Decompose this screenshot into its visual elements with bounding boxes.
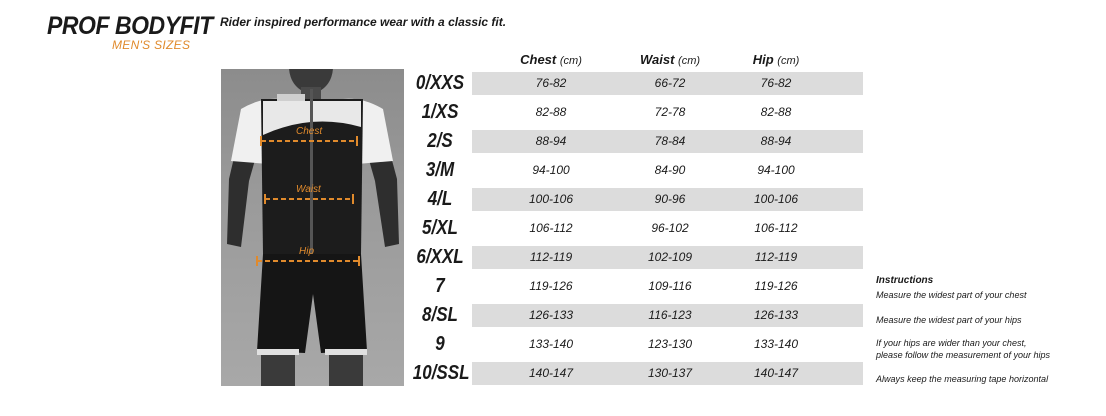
instruction-chest: Measure the widest part of your chest <box>876 290 1027 301</box>
chest-header-unit: (cm) <box>559 55 582 67</box>
size-label: 4/L <box>427 188 453 210</box>
waist-header-name: Waist <box>639 52 675 67</box>
waist-cell: 102-109 <box>647 250 693 264</box>
hip-label: Hip <box>299 246 315 257</box>
hip-cell: 119-126 <box>754 279 798 293</box>
chest-cell: 119-126 <box>529 279 573 293</box>
instruction-wider-line1: If your hips are wider than your chest, <box>876 338 1027 349</box>
hip-cell: 126-133 <box>753 308 799 322</box>
size-label: 5/XL <box>422 217 458 239</box>
hip-header-name: Hip <box>752 52 774 67</box>
chest-header-name: Chest <box>520 52 557 67</box>
hip-cell: 140-147 <box>753 366 799 380</box>
size-label: 3/M <box>425 159 455 181</box>
hip-cell: 133-140 <box>753 337 799 351</box>
size-label: 0/XXS <box>415 72 465 94</box>
waist-column-header <box>610 52 730 69</box>
size-label: 6/XXL <box>416 246 464 268</box>
hip-cell: 112-119 <box>754 250 798 264</box>
hip-column-header <box>716 52 836 69</box>
hip-cell: 106-112 <box>754 221 798 235</box>
chest-label: Chest <box>296 126 323 137</box>
hip-cell: 88-94 <box>760 134 792 148</box>
size-label: 8/SL <box>422 304 458 326</box>
waist-cell: 72-78 <box>654 105 686 119</box>
size-label: 7 <box>435 275 445 297</box>
waist-header-unit: (cm) <box>678 55 701 67</box>
instruction-hips: Measure the widest part of your hips <box>876 315 1022 326</box>
tagline: Rider inspired performance wear with a classic fit. <box>220 15 507 29</box>
rider-photo <box>221 69 404 386</box>
waist-cell: 84-90 <box>654 163 686 177</box>
waist-cell: 66-72 <box>654 76 686 90</box>
chest-cell: 126-133 <box>528 308 574 322</box>
chest-cell: 140-147 <box>528 366 574 380</box>
size-label: 9 <box>435 333 445 355</box>
rider-silhouette <box>221 69 404 386</box>
chest-cell: 94-100 <box>532 163 570 177</box>
instruction-wider-line2: please follow the measurement of your hips <box>876 350 1051 361</box>
size-label: 1/XS <box>421 101 459 123</box>
hip-cell: 94-100 <box>757 163 795 177</box>
waist-label: Waist <box>296 184 321 195</box>
waist-cell: 123-130 <box>647 337 693 351</box>
hip-header-unit: (cm) <box>777 55 800 67</box>
chest-cell: 82-88 <box>535 105 567 119</box>
waist-cell: 96-102 <box>651 221 689 235</box>
waist-cell: 78-84 <box>654 134 686 148</box>
waist-cell: 116-123 <box>648 308 692 322</box>
chest-column-header <box>491 52 611 69</box>
instructions-title: Instructions <box>876 275 934 286</box>
chest-cell: 100-106 <box>528 192 574 206</box>
brand-title: PROF BODYFIT <box>47 12 213 40</box>
size-label: 2/S <box>427 130 453 152</box>
waist-cell: 130-137 <box>647 366 693 380</box>
hip-cell: 100-106 <box>753 192 799 206</box>
waist-cell: 109-116 <box>648 279 692 293</box>
hip-cell: 76-82 <box>760 76 792 90</box>
chest-cell: 106-112 <box>529 221 573 235</box>
size-label: 10/SSL <box>412 362 470 384</box>
chest-cell: 88-94 <box>535 134 567 148</box>
hip-cell: 82-88 <box>760 105 792 119</box>
chest-cell: 76-82 <box>535 76 567 90</box>
instruction-tape: Always keep the measuring tape horizontal <box>876 374 1049 385</box>
chest-cell: 133-140 <box>528 337 574 351</box>
chest-cell: 112-119 <box>529 250 573 264</box>
waist-cell: 90-96 <box>654 192 686 206</box>
brand-subtitle: MEN'S SIZES <box>112 38 191 52</box>
